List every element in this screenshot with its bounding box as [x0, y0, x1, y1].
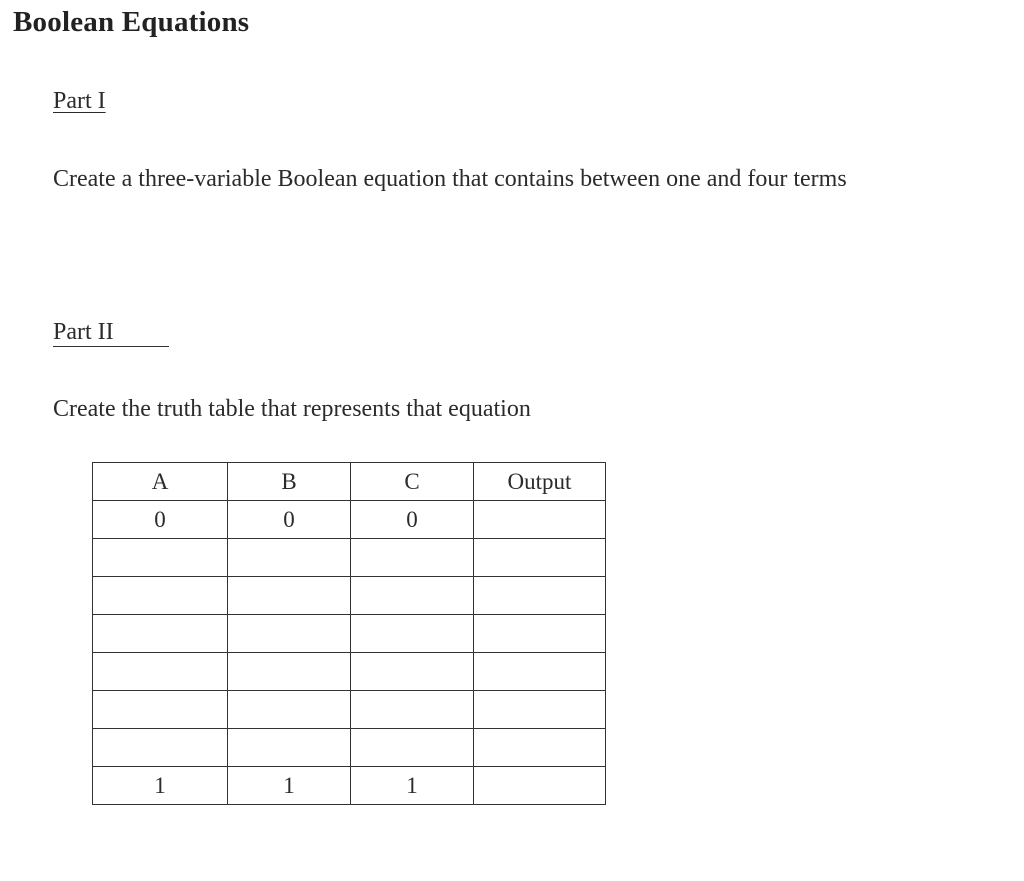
- cell-c[interactable]: 0: [351, 501, 474, 539]
- cell-c[interactable]: 1: [351, 767, 474, 805]
- cell-output[interactable]: [474, 653, 606, 691]
- table-row: [93, 691, 606, 729]
- cell-a[interactable]: 0: [93, 501, 228, 539]
- cell-output[interactable]: [474, 729, 606, 767]
- cell-output[interactable]: [474, 691, 606, 729]
- cell-c[interactable]: [351, 615, 474, 653]
- cell-output[interactable]: [474, 577, 606, 615]
- cell-a[interactable]: [93, 615, 228, 653]
- header-c: C: [351, 463, 474, 501]
- header-b: B: [228, 463, 351, 501]
- table-row: [93, 653, 606, 691]
- table-row: [93, 615, 606, 653]
- table-row: [93, 501, 606, 539]
- truth-table-header-row: [93, 463, 606, 501]
- header-output: Output: [474, 463, 606, 501]
- cell-a[interactable]: 1: [93, 767, 228, 805]
- cell-a[interactable]: [93, 653, 228, 691]
- cell-b[interactable]: [228, 615, 351, 653]
- cell-c[interactable]: [351, 691, 474, 729]
- cell-output[interactable]: [474, 501, 606, 539]
- document-title: Boolean Equations: [13, 6, 250, 38]
- cell-c[interactable]: [351, 539, 474, 577]
- table-row: [93, 577, 606, 615]
- cell-b[interactable]: 0: [228, 501, 351, 539]
- part-two-heading: Part II: [53, 319, 169, 347]
- cell-output[interactable]: [474, 767, 606, 805]
- part-one-heading: Part I: [53, 88, 106, 114]
- cell-b[interactable]: 1: [228, 767, 351, 805]
- cell-b[interactable]: [228, 691, 351, 729]
- truth-table: [92, 462, 606, 805]
- table-row: [93, 539, 606, 577]
- cell-output[interactable]: [474, 615, 606, 653]
- table-row: [93, 767, 606, 805]
- part-two-instruction: Create the truth table that represents that equation: [53, 396, 531, 422]
- cell-c[interactable]: [351, 729, 474, 767]
- cell-b[interactable]: [228, 729, 351, 767]
- cell-output[interactable]: [474, 539, 606, 577]
- header-a: A: [93, 463, 228, 501]
- cell-a[interactable]: [93, 577, 228, 615]
- cell-a[interactable]: [93, 539, 228, 577]
- cell-b[interactable]: [228, 539, 351, 577]
- cell-c[interactable]: [351, 653, 474, 691]
- cell-c[interactable]: [351, 577, 474, 615]
- cell-b[interactable]: [228, 653, 351, 691]
- cell-b[interactable]: [228, 577, 351, 615]
- part-one-instruction: Create a three-variable Boolean equation that contains between one and four terms: [53, 166, 847, 192]
- table-row: [93, 729, 606, 767]
- cell-a[interactable]: [93, 691, 228, 729]
- cell-a[interactable]: [93, 729, 228, 767]
